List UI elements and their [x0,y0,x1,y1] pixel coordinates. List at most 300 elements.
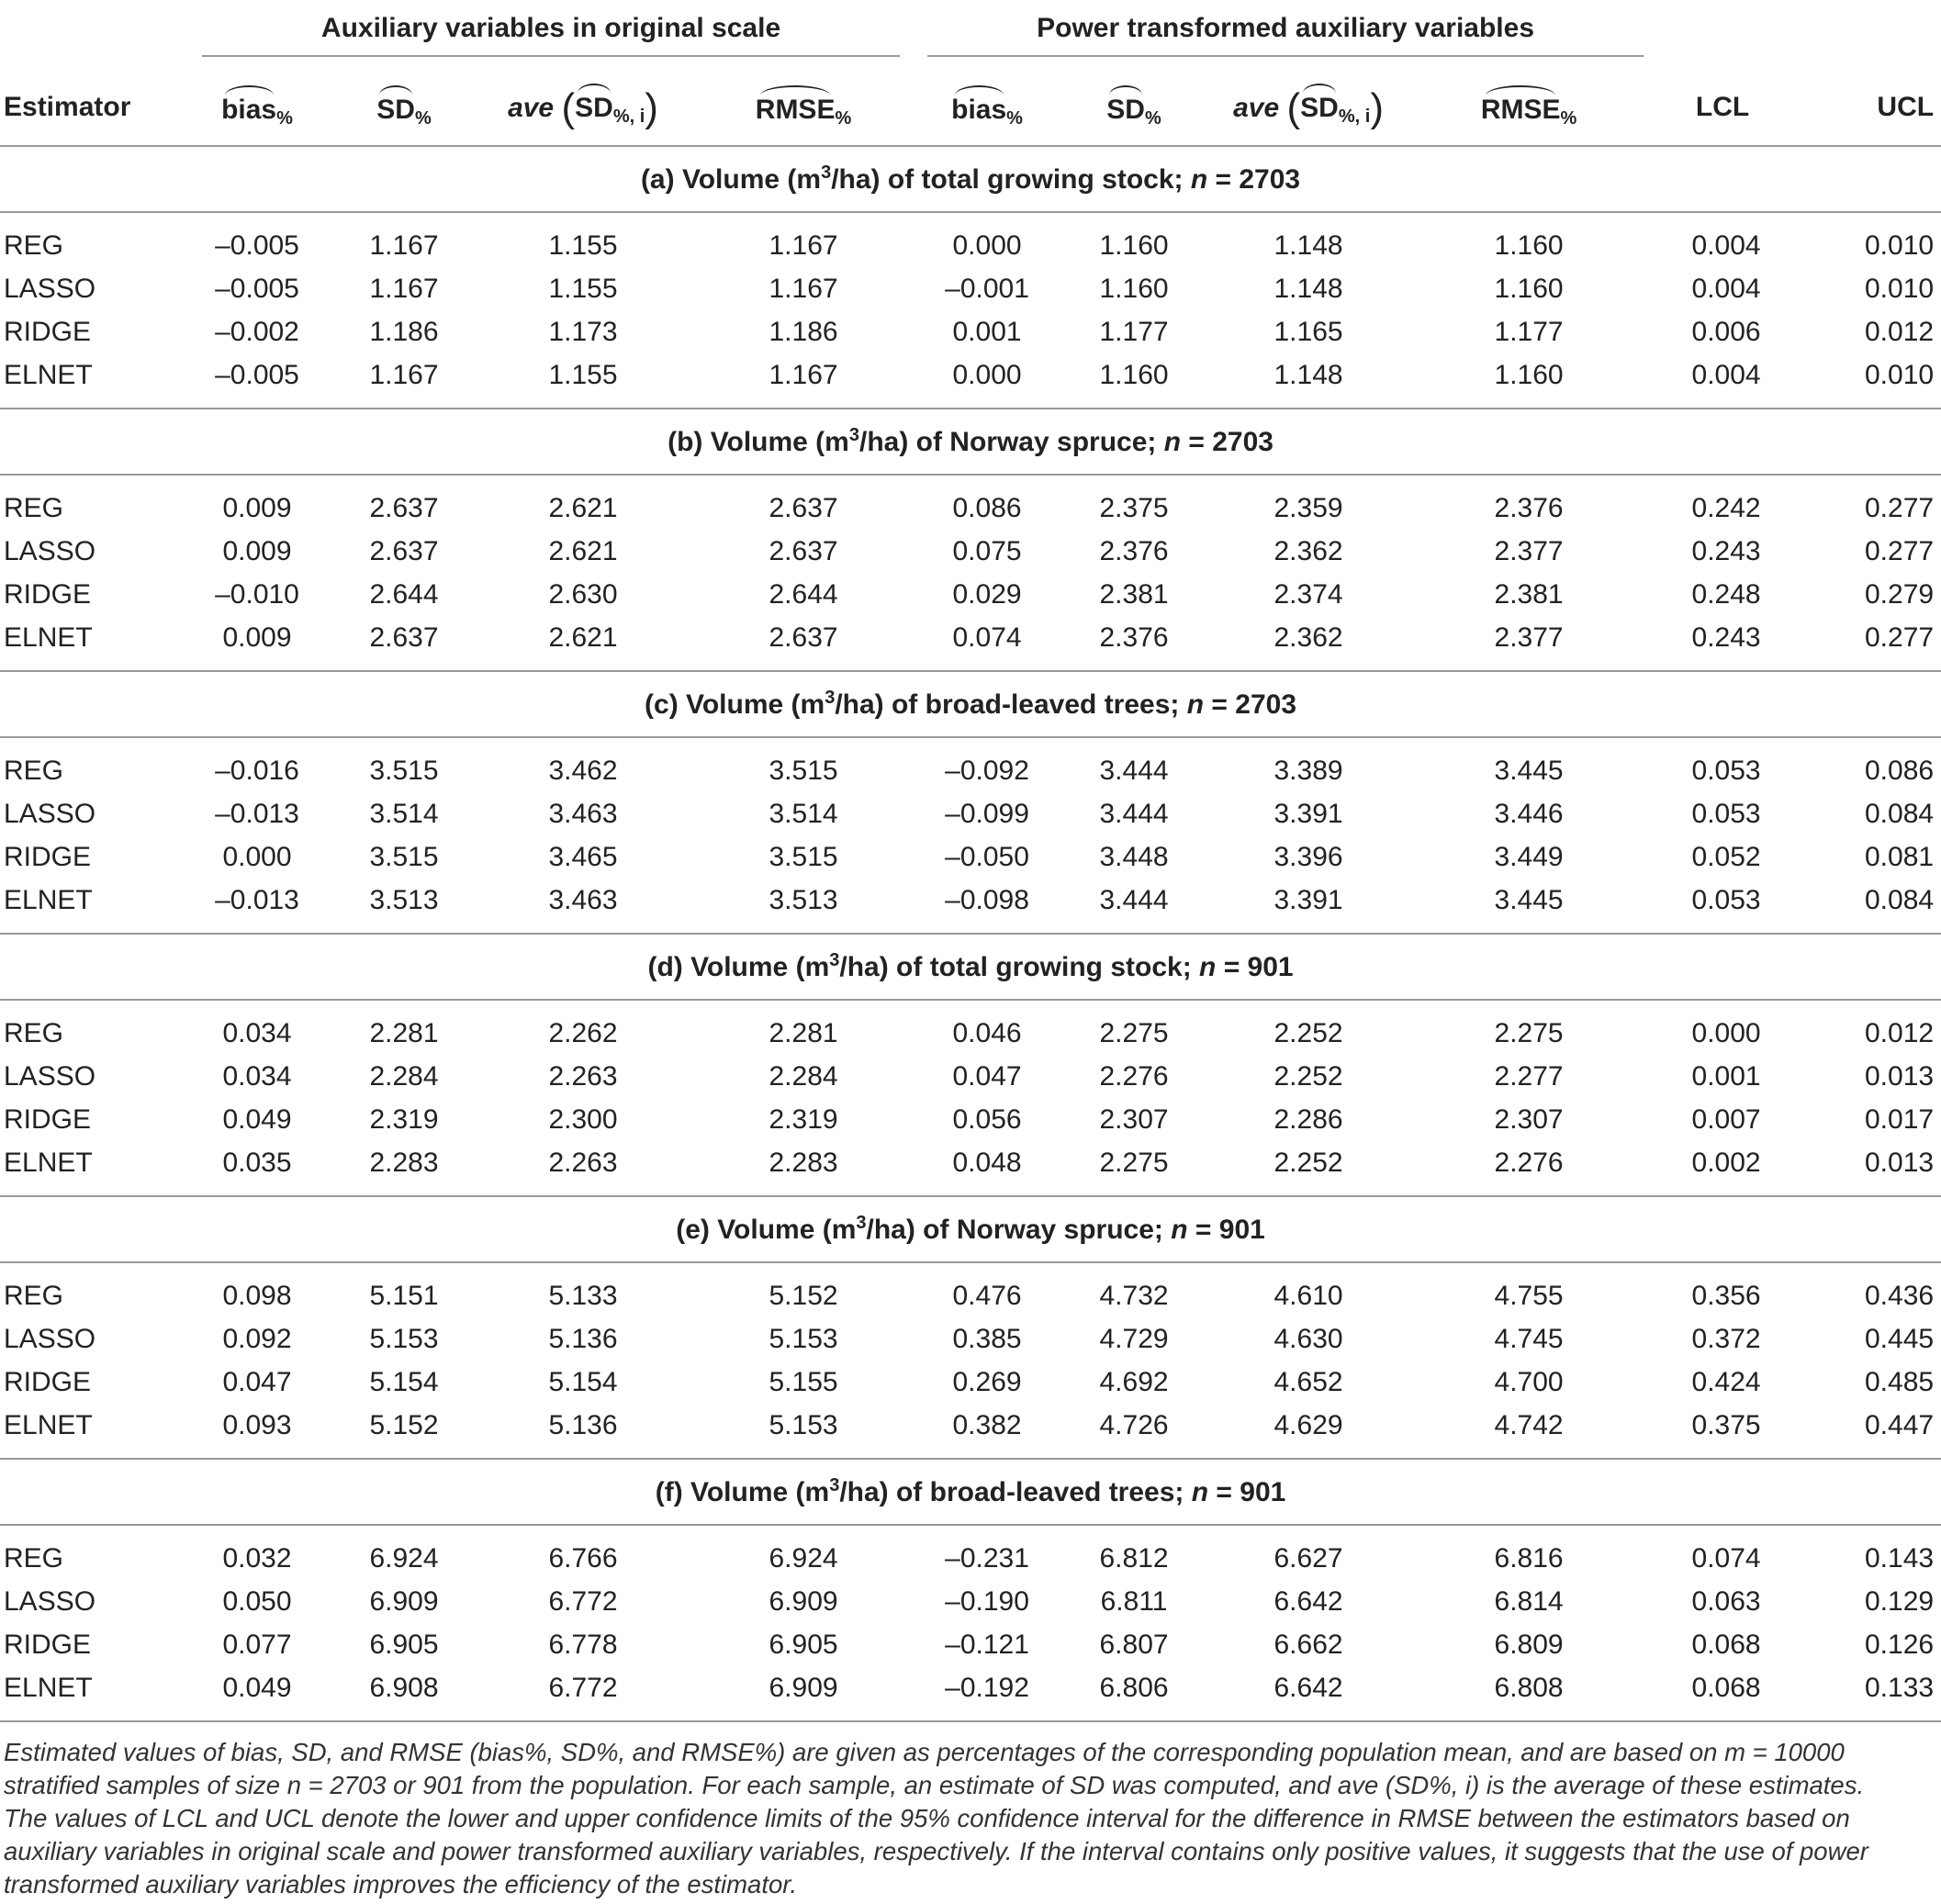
value-cell: 1.167 [369,230,439,261]
value-cell: 2.276 [1099,1060,1169,1092]
footnote-line: stratified samples of size n = 2703 or 901 from the population. For each sample, an estimate of SD was computed, and ave (SD%, i) is the average of these estimates. [4,1771,1865,1799]
value-cell: 3.515 [769,841,838,872]
value-cell: 0.013 [1800,1141,1941,1196]
value-cell: 5.153 [769,1323,838,1354]
value-cell: 0.013 [1865,1060,1935,1092]
value-cell: –0.192 [918,1666,1056,1721]
value-cell: 0.004 [1691,230,1761,261]
value-cell: 0.010 [1865,273,1935,304]
table-row [0,475,1941,530]
value-cell: 0.009 [184,616,331,671]
value-cell: 0.006 [1691,316,1761,347]
value-cell: –0.092 [945,755,1029,786]
value-cell: 3.514 [369,798,439,829]
value-cell: 1.186 [769,316,838,347]
section-title-row [0,409,1941,475]
value-cell: 0.000 [1691,1017,1761,1048]
estimator-cell: RIDGE [4,1629,92,1660]
value-cell: 2.286 [1273,1103,1343,1135]
value-cell: 2.252 [1273,1017,1343,1048]
table-row [0,1317,1941,1361]
value-cell: 6.627 [1273,1542,1343,1574]
value-cell: 2.263 [477,1141,689,1196]
value-cell: 2.637 [369,535,439,566]
value-cell: 4.692 [1099,1366,1169,1397]
value-cell: 6.807 [1099,1629,1169,1660]
value-cell: 3.396 [1273,841,1343,872]
value-cell: 4.745 [1494,1323,1564,1354]
value-cell: 6.909 [769,1585,838,1617]
table-row [0,835,1941,879]
value-cell: 6.778 [548,1629,618,1660]
col-rmse-original: $RMSE_{\%}$ [689,70,918,146]
value-cell: 6.806 [1056,1666,1212,1721]
value-cell: 6.909 [689,1666,918,1721]
value-cell: 3.462 [548,755,618,786]
table-row [0,1361,1941,1404]
group-original-scale-label: Auxiliary variables in original scale [320,13,781,43]
table-row [0,530,1941,573]
value-cell: 2.263 [548,1060,618,1092]
value-cell: –0.231 [945,1542,1029,1574]
value-cell: 0.243 [1691,535,1761,566]
value-cell: 1.155 [477,353,689,409]
table-row [0,1141,1941,1196]
col-rmse-power: $RMSE_{\%}$ [1405,70,1653,146]
table-row [0,1404,1941,1459]
value-cell: 2.307 [1494,1103,1564,1135]
estimator-cell: RIDGE [4,578,92,610]
value-cell: 2.283 [331,1141,477,1196]
value-cell: 2.284 [369,1060,439,1092]
value-cell: 1.155 [548,273,618,304]
table-row [0,353,1941,409]
value-cell: 0.009 [222,535,292,566]
value-cell: 5.151 [369,1280,439,1311]
value-cell: 2.362 [1273,535,1343,566]
estimator-cell: LASSO [4,1060,96,1092]
value-cell: 3.465 [548,841,618,872]
value-cell: 2.377 [1494,535,1564,566]
section-title: (d) Volume $(m^3/ha)$ of total growing stock; n = 901 [0,934,1941,1000]
value-cell: 2.252 [1212,1141,1405,1196]
value-cell: 3.448 [1099,841,1169,872]
value-cell: 4.726 [1056,1404,1212,1459]
value-cell: –0.013 [215,798,299,829]
value-cell: 0.002 [1653,1141,1800,1196]
value-cell: 0.053 [1691,755,1761,786]
value-cell: 1.165 [1273,316,1343,347]
value-cell: 1.148 [1273,230,1343,261]
value-cell: 0.029 [952,578,1022,610]
value-cell: 0.050 [222,1585,292,1617]
value-cell: 6.642 [1273,1585,1343,1617]
value-cell: 5.155 [769,1366,838,1397]
table-row [0,1000,1941,1055]
value-cell: 6.812 [1099,1542,1169,1574]
estimator-cell: REG [4,1280,64,1311]
value-cell: 0.277 [1865,492,1935,523]
value-cell: 0.004 [1691,273,1761,304]
table-row [0,310,1941,353]
estimator-cell: REG [4,1017,64,1048]
value-cell: 0.269 [952,1366,1022,1397]
value-cell: 0.133 [1800,1666,1941,1721]
value-cell: 2.377 [1405,616,1653,671]
value-cell: 6.909 [369,1585,439,1617]
table-row [0,879,1941,934]
value-cell: 0.035 [184,1141,331,1196]
value-cell: 0.017 [1865,1103,1935,1135]
value-cell: 5.133 [548,1280,618,1311]
estimator-cell: REG [4,755,64,786]
value-cell: 3.449 [1494,841,1564,872]
value-cell: 0.034 [222,1017,292,1048]
value-cell: 4.652 [1273,1366,1343,1397]
value-cell: 1.177 [1099,316,1169,347]
table-row [0,1580,1941,1623]
value-cell: 2.275 [1494,1017,1564,1048]
value-cell: 3.515 [369,755,439,786]
value-cell: 0.032 [222,1542,292,1574]
value-cell: 5.152 [331,1404,477,1459]
estimator-cell: ELNET [0,616,184,671]
table-row [0,1623,1941,1666]
section-title-row [0,671,1941,737]
value-cell: 0.046 [952,1017,1022,1048]
value-cell: 0.372 [1691,1323,1761,1354]
value-cell: 0.068 [1691,1629,1761,1660]
value-cell: 2.637 [331,616,477,671]
value-cell: 1.148 [1212,353,1405,409]
value-cell: 3.445 [1405,879,1653,934]
value-cell: 1.167 [331,353,477,409]
value-cell: 1.160 [1405,353,1653,409]
estimator-cell: ELNET [0,353,184,409]
value-cell: –0.005 [215,230,299,261]
value-cell: 0.375 [1653,1404,1800,1459]
value-cell: 0.056 [952,1103,1022,1135]
value-cell: 4.742 [1405,1404,1653,1459]
value-cell: –0.050 [945,841,1029,872]
value-cell: 0.007 [1691,1103,1761,1135]
value-cell: 0.424 [1691,1366,1761,1397]
value-cell: 0.081 [1865,841,1935,872]
value-cell: 3.444 [1056,879,1212,934]
value-cell: 3.463 [548,798,618,829]
table-row [0,212,1941,267]
value-cell: 0.126 [1865,1629,1935,1660]
value-cell: 0.098 [222,1280,292,1311]
value-cell: 6.772 [548,1585,618,1617]
value-cell: 3.463 [477,879,689,934]
footnote-line: The values of LCL and UCL denote the lower and upper confidence limits of the 95% confidence interval for the difference in RMSE between the estimators based on [4,1804,1850,1832]
table-row [0,1098,1941,1141]
value-cell: 2.381 [1494,578,1564,610]
value-cell: 1.155 [548,230,618,261]
value-cell: 0.001 [1691,1060,1761,1092]
value-cell: 1.177 [1494,316,1564,347]
value-cell: 0.143 [1865,1542,1935,1574]
value-cell: 2.375 [1099,492,1169,523]
value-cell: 6.772 [477,1666,689,1721]
value-cell: 6.662 [1273,1629,1343,1660]
footnote-line: transformed auxiliary variables improves the efficiency of the estimator. [4,1870,798,1898]
estimator-cell: REG [4,492,64,523]
value-cell: 3.515 [369,841,439,872]
value-cell: 2.376 [1494,492,1564,523]
col-lcl: LCL [1695,92,1750,122]
column-header-row [0,70,1941,146]
col-sd-power: $SD_{\%}$ [1056,70,1212,146]
estimator-cell: LASSO [4,798,96,829]
value-cell: 0.074 [918,616,1056,671]
value-cell: 0.010 [1800,353,1941,409]
value-cell: 0.001 [952,316,1022,347]
value-cell: 0.086 [952,492,1022,523]
value-cell: 3.444 [1099,755,1169,786]
value-cell: 2.644 [769,578,838,610]
section-title-row [0,146,1941,212]
value-cell: 2.276 [1405,1141,1653,1196]
value-cell: 2.630 [548,578,618,610]
value-cell: 6.814 [1494,1585,1564,1617]
value-cell: 3.389 [1273,755,1343,786]
section-title: (a) Volume $(m^3/ha)$ of total growing stock; n = 2703 [0,146,1941,212]
value-cell: 0.049 [222,1103,292,1135]
value-cell: 2.621 [548,535,618,566]
estimator-cell: RIDGE [4,1103,92,1135]
estimator-cell: RIDGE [4,316,92,347]
section-title-row [0,934,1941,1000]
value-cell: –0.121 [945,1629,1029,1660]
value-cell: –0.005 [184,353,331,409]
table-footnote [4,1736,1937,1901]
estimator-cell: LASSO [4,273,96,304]
value-cell: 3.514 [769,798,838,829]
value-cell: 0.356 [1691,1280,1761,1311]
value-cell: 0.242 [1691,492,1761,523]
estimator-cell: LASSO [4,1323,96,1354]
value-cell: 2.374 [1273,578,1343,610]
value-cell: 0.049 [184,1666,331,1721]
value-cell: 6.766 [548,1542,618,1574]
value-cell: 3.444 [1099,798,1169,829]
col-ave-sd-power: ave $(SD_{\%, i})$ [1233,85,1384,130]
table-row [0,792,1941,835]
value-cell: 2.362 [1212,616,1405,671]
value-cell: 2.262 [548,1017,618,1048]
value-cell: 2.319 [369,1103,439,1135]
value-cell: 0.012 [1865,316,1935,347]
value-cell: 0.052 [1691,841,1761,872]
value-cell: 4.610 [1273,1280,1343,1311]
value-cell: 1.160 [1494,230,1564,261]
col-bias-original: bias$_{\%}$ [184,70,331,146]
value-cell: 1.186 [369,316,439,347]
value-cell: 0.093 [184,1404,331,1459]
col-estimator: Estimator [4,92,131,122]
value-cell: 4.729 [1099,1323,1169,1354]
value-cell: 2.637 [369,492,439,523]
value-cell: 0.084 [1865,798,1935,829]
value-cell: 1.167 [369,273,439,304]
value-cell: 1.173 [548,316,618,347]
value-cell: 0.447 [1800,1404,1941,1459]
value-cell: 0.279 [1865,578,1935,610]
table-body [0,146,1941,1721]
value-cell: –0.010 [215,578,299,610]
value-cell: 0.436 [1865,1280,1935,1311]
value-cell: 5.154 [369,1366,439,1397]
col-ave-sd-original: ave $(SD_{\%, i})$ [508,85,658,130]
value-cell: 0.053 [1691,798,1761,829]
col-bias-power: bias$_{\%}$ [918,70,1056,146]
value-cell: –0.001 [945,273,1029,304]
value-cell: 0.086 [1865,755,1935,786]
value-cell: 2.381 [1099,578,1169,610]
estimator-cell: LASSO [4,1585,96,1617]
estimator-cell: RIDGE [4,841,92,872]
value-cell: 6.816 [1494,1542,1564,1574]
group-header-row [0,0,1941,70]
value-cell: 0.092 [222,1323,292,1354]
value-cell: 0.075 [952,535,1022,566]
value-cell: 0.000 [918,353,1056,409]
value-cell: 3.446 [1494,798,1564,829]
value-cell: 1.167 [769,230,838,261]
value-cell: 0.068 [1653,1666,1800,1721]
value-cell: 4.700 [1494,1366,1564,1397]
value-cell: 4.732 [1099,1280,1169,1311]
value-cell: 1.160 [1494,273,1564,304]
table-row [0,1525,1941,1580]
value-cell: 2.284 [769,1060,838,1092]
value-cell: 0.485 [1865,1366,1935,1397]
table-row [0,737,1941,792]
value-cell: 2.319 [769,1103,838,1135]
estimator-cell: REG [4,230,64,261]
estimator-cell: ELNET [0,1666,184,1721]
value-cell: –0.098 [918,879,1056,934]
estimator-cell: REG [4,1542,64,1574]
value-cell: 1.160 [1099,230,1169,261]
value-cell: 5.153 [369,1323,439,1354]
value-cell: 2.637 [689,616,918,671]
value-cell: 0.048 [918,1141,1056,1196]
value-cell: 0.004 [1653,353,1800,409]
value-cell: 2.621 [548,492,618,523]
value-cell: 0.077 [222,1629,292,1660]
value-cell: 2.252 [1273,1060,1343,1092]
value-cell: 0.445 [1865,1323,1935,1354]
value-cell: 2.275 [1056,1141,1212,1196]
value-cell: 2.637 [769,535,838,566]
section-title: (f) Volume $(m^3/ha)$ of broad-leaved trees; n = 901 [0,1459,1941,1525]
value-cell: 2.644 [369,578,439,610]
value-cell: 5.153 [689,1404,918,1459]
value-cell: 5.136 [548,1323,618,1354]
footnote-line: auxiliary variables in original scale and power transformed auxiliary variables, respectively. If the interval contains only positive values, it suggests that the use of power [4,1837,1868,1865]
value-cell: 0.243 [1653,616,1800,671]
value-cell: 6.905 [369,1629,439,1660]
value-cell: 5.154 [548,1366,618,1397]
value-cell: 2.376 [1099,535,1169,566]
value-cell: 6.905 [769,1629,838,1660]
value-cell: 5.136 [477,1404,689,1459]
value-cell: 2.621 [477,616,689,671]
estimator-cell: RIDGE [4,1366,92,1397]
section-title-row [0,1459,1941,1525]
value-cell: 2.277 [1494,1060,1564,1092]
group-power-transformed-label: Power transformed auxiliary variables [1037,13,1535,43]
value-cell: 1.160 [1099,273,1169,304]
value-cell: 2.281 [369,1017,439,1048]
value-cell: 6.924 [369,1542,439,1574]
table-row [0,1055,1941,1098]
estimator-cell: ELNET [0,1141,184,1196]
value-cell: 2.275 [1099,1017,1169,1048]
value-cell: 6.811 [1100,1585,1168,1617]
group-original-scale [184,0,918,70]
value-cell: 3.391 [1273,798,1343,829]
estimator-cell: ELNET [0,1404,184,1459]
value-cell: 1.160 [1056,353,1212,409]
value-cell: 0.277 [1800,616,1941,671]
value-cell: –0.016 [215,755,299,786]
value-cell: –0.013 [184,879,331,934]
section-title-row [0,1196,1941,1262]
value-cell: 4.755 [1494,1280,1564,1311]
value-cell: 2.307 [1099,1103,1169,1135]
table-row [0,573,1941,616]
value-cell: –0.099 [945,798,1029,829]
value-cell: 0.047 [222,1366,292,1397]
value-cell: 3.513 [331,879,477,934]
value-cell: 2.283 [689,1141,918,1196]
value-cell: 0.084 [1800,879,1941,934]
group-power-transformed [918,0,1653,70]
value-cell: 0.074 [1691,1542,1761,1574]
value-cell: 1.167 [689,353,918,409]
value-cell: 6.808 [1405,1666,1653,1721]
value-cell: 6.809 [1494,1629,1564,1660]
value-cell: 0.010 [1865,230,1935,261]
value-cell: 6.642 [1212,1666,1405,1721]
table-header [0,0,1941,146]
value-cell: 6.908 [331,1666,477,1721]
value-cell: 5.152 [769,1280,838,1311]
value-cell: 4.629 [1212,1404,1405,1459]
value-cell: 0.248 [1691,578,1761,610]
table-row [0,1666,1941,1721]
value-cell: 2.300 [548,1103,618,1135]
footnote-line: Estimated values of bias, SD, and RMSE (bias%, SD%, and RMSE%) are given as percentages of the corresponding population mean, and are based on m = 10000 [4,1738,1845,1766]
value-cell: 0.047 [952,1060,1022,1092]
value-cell: 3.515 [769,755,838,786]
table-row [0,1262,1941,1317]
value-cell: 0.009 [222,492,292,523]
value-cell: 0.000 [952,230,1022,261]
section-title: (e) Volume $(m^3/ha)$ of Norway spruce; n = 901 [0,1196,1941,1262]
value-cell: 2.359 [1273,492,1343,523]
value-cell: 3.513 [689,879,918,934]
table-row [0,267,1941,310]
value-cell: 4.630 [1273,1323,1343,1354]
value-cell: 2.281 [769,1017,838,1048]
value-cell: 0.034 [222,1060,292,1092]
table-row [0,616,1941,671]
